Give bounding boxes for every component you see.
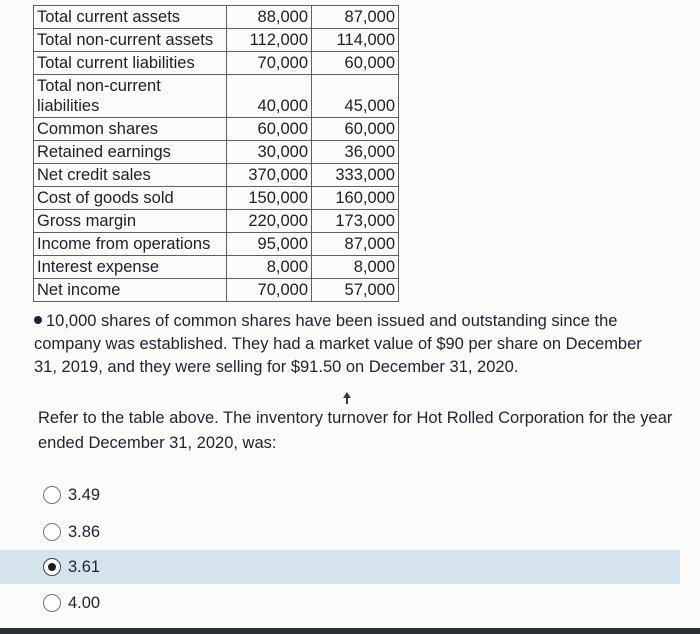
radio-button-icon[interactable]	[43, 594, 61, 612]
question-text: Refer to the table above. The inventory turnover for Hot Rolled Corporation for the year ended December 31, 2020, was:	[38, 409, 673, 452]
table-row	[34, 141, 399, 164]
value-2019: 60,000	[312, 52, 399, 75]
table-row	[34, 187, 399, 210]
row-label: Interest expense	[34, 256, 227, 279]
value-2020: 40,000	[227, 75, 312, 118]
bullet-icon	[34, 316, 42, 324]
value-2020: 88,000	[227, 6, 312, 29]
value-2019: 160,000	[312, 187, 399, 210]
value-2020: 60,000	[227, 118, 312, 141]
row-label: Total current liabilities	[34, 52, 227, 75]
answer-option-1[interactable]	[0, 478, 680, 512]
table-row	[34, 233, 399, 256]
value-2019: 36,000	[312, 141, 399, 164]
value-2019: 87,000	[312, 233, 399, 256]
share-note-text: 10,000 shares of common shares have been issued and outstanding since the company was established. They had a market value of $90 per share on December 31, 2019, and they were selling for $91.50 on December 31, 2020.	[34, 312, 642, 376]
value-2019: 333,000	[312, 164, 399, 187]
value-2020: 150,000	[227, 187, 312, 210]
value-2020: 8,000	[227, 256, 312, 279]
value-2020: 220,000	[227, 210, 312, 233]
answer-option-2[interactable]	[0, 515, 680, 549]
row-label: Total non-current assets	[34, 29, 227, 52]
value-2019: 60,000	[312, 118, 399, 141]
value-2019: 45,000	[312, 75, 399, 118]
option-label: 3.49	[68, 485, 101, 504]
table-row	[34, 75, 399, 118]
value-2020: 112,000	[227, 29, 312, 52]
value-2019: 173,000	[312, 210, 399, 233]
value-2020: 95,000	[227, 233, 312, 256]
mouse-cursor-icon	[342, 392, 352, 404]
row-label: Net credit sales	[34, 164, 227, 187]
radio-button-icon[interactable]	[43, 523, 61, 541]
row-label: Income from operations	[34, 233, 227, 256]
table-row	[34, 29, 399, 52]
value-2020: 370,000	[227, 164, 312, 187]
share-note	[34, 310, 664, 379]
radio-button-icon[interactable]	[43, 486, 61, 504]
value-2019: 8,000	[312, 256, 399, 279]
value-2020: 70,000	[227, 52, 312, 75]
table-row	[34, 256, 399, 279]
value-2019: 114,000	[312, 29, 399, 52]
value-2020: 70,000	[227, 279, 312, 302]
financial-table-body	[34, 6, 399, 302]
value-2019: 57,000	[312, 279, 399, 302]
row-label: Retained earnings	[34, 141, 227, 164]
option-label: 3.61	[68, 557, 101, 576]
table-row	[34, 52, 399, 75]
answer-option-3[interactable]	[0, 550, 680, 584]
radio-button-selected-icon[interactable]	[43, 558, 61, 576]
row-label: Net income	[34, 279, 227, 302]
answer-option-4[interactable]	[0, 586, 680, 620]
financial-table	[33, 5, 399, 302]
table-row	[34, 279, 399, 302]
bottom-edge-bar	[0, 628, 700, 634]
row-label: Common shares	[34, 118, 227, 141]
table-row	[34, 164, 399, 187]
table-row	[34, 210, 399, 233]
row-label: Gross margin	[34, 210, 227, 233]
row-label: Total current assets	[34, 6, 227, 29]
value-2019: 87,000	[312, 6, 399, 29]
row-label: Total non-current liabilities	[34, 75, 227, 118]
table-row	[34, 118, 399, 141]
option-label: 4.00	[68, 593, 101, 612]
value-2020: 30,000	[227, 141, 312, 164]
table-row	[34, 6, 399, 29]
row-label: Cost of goods sold	[34, 187, 227, 210]
option-label: 3.86	[68, 522, 101, 541]
